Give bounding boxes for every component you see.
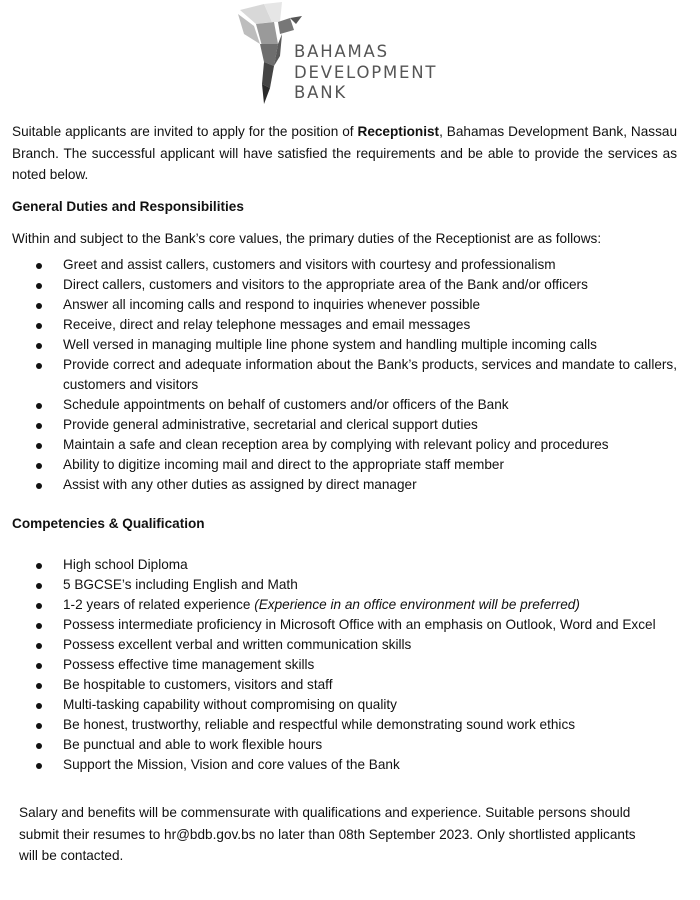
list-item xyxy=(12,635,677,655)
list-item-text: Be honest, trustworthy, reliable and respectful while demonstrating sound work ethics xyxy=(63,717,576,732)
list-item-text: Possess effective time management skills xyxy=(63,657,315,672)
bullet-icon xyxy=(36,563,42,569)
bullet-icon xyxy=(36,423,42,429)
list-item-text: Greet and assist callers, customers and visitors with courtesy and professionalism xyxy=(63,257,556,272)
list-item-text: Answer all incoming calls and respond to inquiries whenever possible xyxy=(63,297,481,312)
bank-logo xyxy=(234,0,464,108)
list-item xyxy=(12,415,677,435)
duties-list xyxy=(12,255,677,495)
closing-paragraph xyxy=(12,802,677,867)
bullet-icon xyxy=(36,463,42,469)
bullet-icon xyxy=(36,663,42,669)
bullet-icon xyxy=(36,363,42,369)
closing-line-2: submit their resumes to hr@bdb.gov.bs no later than 08th September 2023. Only shortlisted applicants xyxy=(19,826,636,842)
list-item xyxy=(12,555,677,575)
bullet-icon xyxy=(36,343,42,349)
bullet-icon xyxy=(36,583,42,589)
bullet-icon xyxy=(36,623,42,629)
bullet-icon xyxy=(36,443,42,449)
intro-prefix: Suitable applicants are invited to apply for the position of xyxy=(12,124,358,139)
list-item-text: Assist with any other duties as assigned by direct manager xyxy=(63,477,417,492)
job-posting xyxy=(12,121,677,867)
list-item-text: Provide correct and adequate information about the Bank’s products, services and mandate to callers, customers and visitors xyxy=(63,357,677,392)
duties-heading: General Duties and Responsibilities xyxy=(12,198,244,214)
list-item-text: Be hospitable to customers, visitors and staff xyxy=(63,677,333,692)
list-item xyxy=(12,735,677,755)
logo-line-1: BAHAMAS xyxy=(294,42,389,61)
list-item-text: Be punctual and able to work flexible hours xyxy=(63,737,323,752)
list-item-text: Provide general administrative, secretarial and clerical support duties xyxy=(63,417,478,432)
bullet-icon xyxy=(36,263,42,269)
list-item-text: Direct callers, customers and visitors to the appropriate area of the Bank and/or officers xyxy=(63,277,588,292)
list-item xyxy=(12,655,677,675)
qualifications-heading: Competencies & Qualification xyxy=(12,516,205,531)
list-item xyxy=(12,695,677,715)
list-item-text: Well versed in managing multiple line phone system and handling multiple incoming calls xyxy=(63,337,597,352)
list-item xyxy=(12,575,677,595)
bullet-icon xyxy=(36,303,42,309)
list-item xyxy=(12,275,677,295)
bullet-icon xyxy=(36,283,42,289)
list-item-text: Possess intermediate proficiency in Microsoft Office with an emphasis on Outlook, Word and Excel xyxy=(63,617,656,632)
logo-line-3: BANK xyxy=(294,83,347,102)
list-item xyxy=(12,615,677,635)
logo-line-2: DEVELOPMENT xyxy=(294,62,438,82)
intro-paragraph xyxy=(12,121,677,186)
list-item-text: Maintain a safe and clean reception area by complying with relevant policy and procedures xyxy=(63,437,609,452)
list-item-text: Ability to digitize incoming mail and direct to the appropriate staff member xyxy=(63,457,505,472)
list-item xyxy=(12,755,677,775)
list-item xyxy=(12,675,677,695)
list-item-text: Support the Mission, Vision and core values of the Bank xyxy=(63,757,400,772)
experience-note: (Experience in an office environment will be preferred) xyxy=(254,597,580,612)
list-item-text: Receive, direct and relay telephone messages and email messages xyxy=(63,317,471,332)
list-item xyxy=(12,295,677,315)
bullet-icon xyxy=(36,723,42,729)
list-item-text: 5 BGCSE’s including English and Math xyxy=(63,577,298,592)
intro-suffix: , Bahamas Development Bank, Nassau Branch. The successful applicant will have satisfied the requirements and be able to provide the services as noted below. xyxy=(12,124,677,182)
position-title: Receptionist xyxy=(357,124,440,139)
bullet-icon xyxy=(36,683,42,689)
list-item-text: Multi-tasking capability without compromising on quality xyxy=(63,697,397,712)
list-item xyxy=(12,595,677,615)
bullet-icon xyxy=(36,743,42,749)
bullet-icon xyxy=(36,603,42,609)
list-item-text: Schedule appointments on behalf of customers and/or officers of the Bank xyxy=(63,397,509,412)
list-item-text: 1-2 years of related experience xyxy=(63,597,255,612)
closing-line-1: Salary and benefits will be commensurate with qualifications and experience. Suitable persons should xyxy=(19,805,631,820)
bullet-icon xyxy=(36,483,42,489)
bullet-icon xyxy=(36,323,42,329)
list-item xyxy=(12,395,677,415)
list-item xyxy=(12,475,677,495)
list-item xyxy=(12,435,677,455)
qualifications-list xyxy=(12,555,677,775)
list-item xyxy=(12,315,677,335)
bullet-icon xyxy=(36,403,42,409)
list-item xyxy=(12,455,677,475)
bullet-icon xyxy=(36,643,42,649)
list-item-text: High school Diploma xyxy=(63,557,188,572)
bullet-icon xyxy=(36,763,42,769)
list-item xyxy=(12,255,677,275)
list-item xyxy=(12,335,677,355)
bullet-icon xyxy=(36,703,42,709)
duties-lead: Within and subject to the Bank’s core values, the primary duties of the Receptionist are as follows: xyxy=(12,230,602,246)
closing-line-3: will be contacted. xyxy=(19,848,124,863)
list-item xyxy=(12,715,677,735)
list-item xyxy=(12,355,677,395)
list-item-text: Possess excellent verbal and written communication skills xyxy=(63,637,412,652)
